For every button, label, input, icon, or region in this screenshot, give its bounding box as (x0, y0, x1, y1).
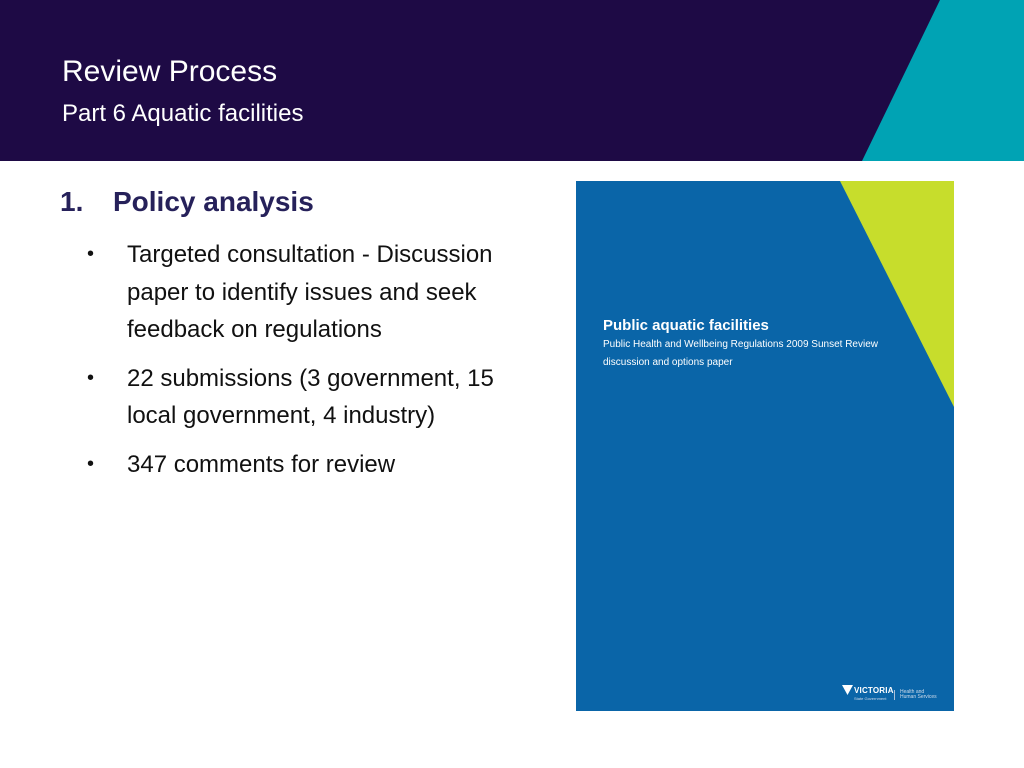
victoria-small-text: State Government (854, 696, 887, 701)
bullet-item (87, 446, 547, 484)
cover-title: Public aquatic facilities (603, 317, 769, 334)
slide-subtitle: Part 6 Aquatic facilities (62, 100, 304, 127)
document-cover-image (576, 181, 954, 711)
slide-title: Review Process (62, 55, 278, 88)
section-heading-text: Policy analysis (113, 186, 314, 217)
cover-subtitle: Public Health and Wellbeing Regulations 2009 Sunset Review (603, 339, 878, 350)
section-number: 1. (60, 186, 84, 217)
bullet-list (87, 236, 547, 494)
bullet-item (87, 360, 547, 435)
bullet-item (87, 236, 547, 349)
bullet-icon: • (87, 243, 95, 265)
bullet-icon: • (87, 366, 95, 389)
department-logo-text: Health and Human Services (894, 690, 940, 700)
cover-accent-shape (576, 181, 954, 711)
victoria-wordmark: VICTORIA (854, 686, 894, 695)
bullet-text: Targeted consultation - Discussion paper to identify issues and seek feedback on regulations (127, 241, 493, 343)
header-banner (0, 0, 1024, 161)
victoria-triangle-icon (842, 685, 854, 697)
cover-doc-type: discussion and options paper (603, 357, 733, 368)
bullet-text: 22 submissions (3 government, 15 local government, 4 industry) (127, 364, 494, 429)
section-heading (60, 184, 314, 220)
bullet-text: 347 comments for review (127, 450, 396, 478)
bullet-icon: • (87, 452, 95, 475)
